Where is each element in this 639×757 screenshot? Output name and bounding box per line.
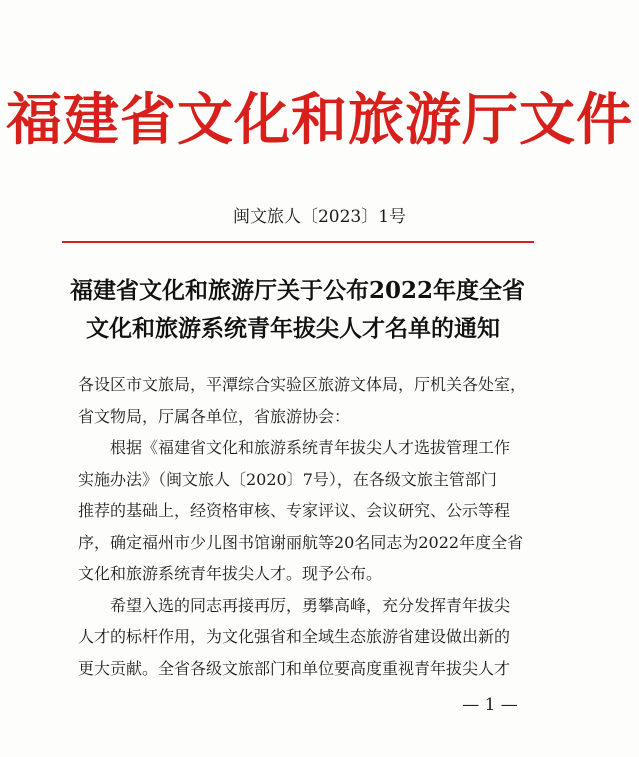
notice-title-line-2: 文化和旅游系统青年拔尖人才名单的通知 (86, 315, 500, 342)
document-header-title: 福建省文化和旅游厅文件 (6, 87, 633, 153)
header-red-rule (62, 241, 534, 243)
body-line: 省文物局，厅属各单位，省旅游协会： (78, 406, 351, 426)
body-line: 推荐的基础上，经资格审核、专家评议、会议研究、公示等程 (78, 501, 511, 520)
page-number: — 1 — (462, 695, 518, 715)
body-line: 实施办法》（闽文旅人〔2020〕7号），在各级文旅主管部门 (78, 469, 497, 489)
document-number: 闽文旅人〔2023〕1号 (232, 207, 407, 227)
notice-title-line-1: 福建省文化和旅游厅关于公布2022年度全省 (70, 277, 526, 304)
body-line: 更大贡献。全省各级文旅部门和单位要高度重视青年拔尖人才 (78, 658, 511, 678)
notice-body (78, 369, 568, 684)
body-line: 各设区市文旅局，平潭综合实验区旅游文体局，厅机关各处室， (78, 375, 527, 394)
body-line: 根据《福建省文化和旅游系统青年拔尖人才选拔管理工作 (110, 438, 511, 457)
body-line: 希望入选的同志再接再厉，勇攀高峰，充分发挥青年拔尖 (110, 595, 511, 615)
body-line: 序，确定福州市少儿图书馆谢丽航等20名同志为2022年度全省 (78, 532, 524, 552)
body-line: 人才的标杆作用，为文化强省和全域生态旅游省建设做出新的 (78, 627, 511, 646)
notice-title (70, 272, 570, 348)
body-line: 文化和旅游系统青年拔尖人才。现予公布。 (78, 564, 383, 583)
